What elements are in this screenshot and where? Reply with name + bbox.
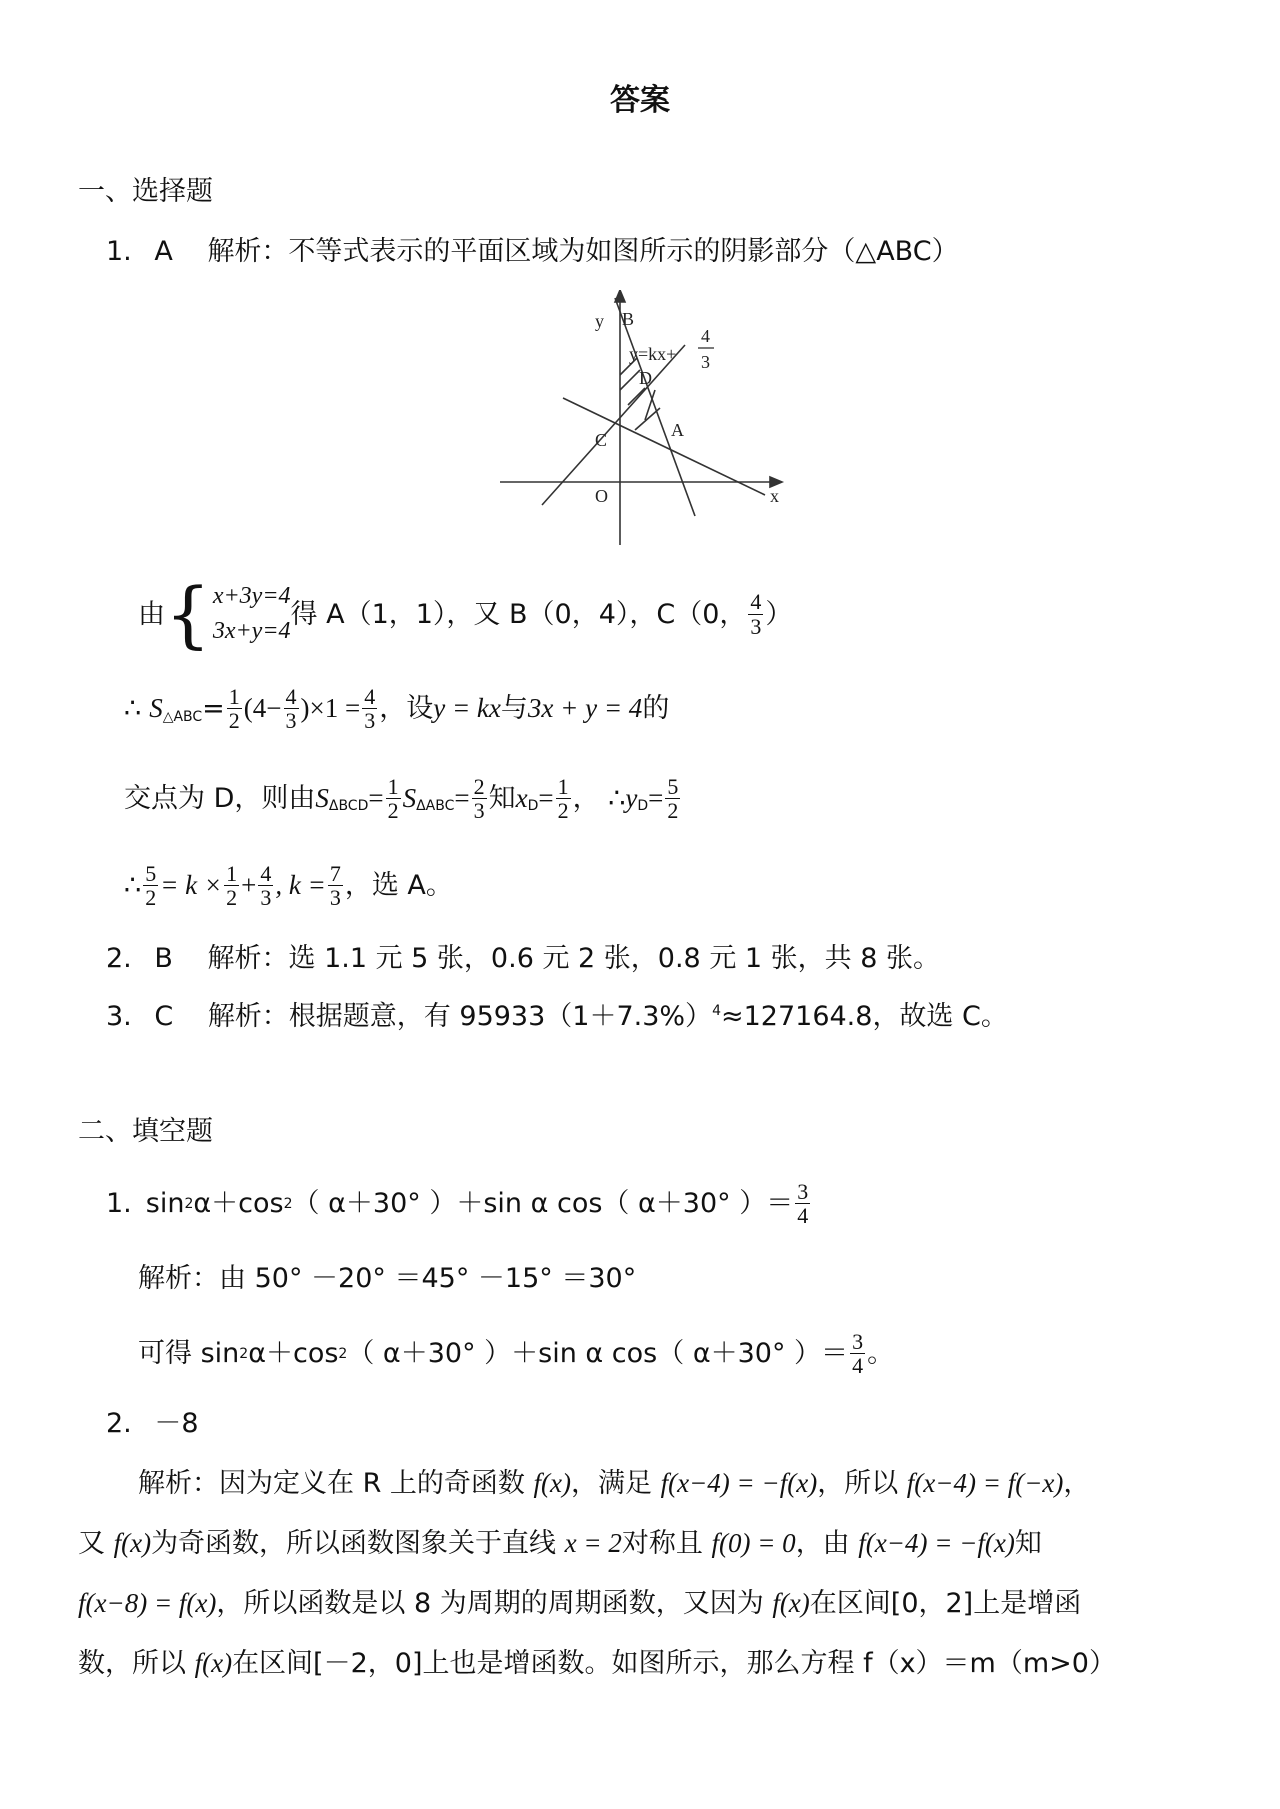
text: α＋cos xyxy=(193,1188,284,1220)
q1-line xyxy=(106,238,959,265)
eq-a: x+3y=4 xyxy=(212,583,291,610)
region-figure xyxy=(495,290,795,550)
line-kx xyxy=(542,345,685,505)
s2-q2-para4 xyxy=(78,1650,1116,1677)
q2-number: 2. xyxy=(106,943,132,974)
exponent: 2 xyxy=(338,1345,348,1362)
exponent: 2 xyxy=(239,1345,249,1362)
q1-system-line xyxy=(138,572,793,656)
equals: = xyxy=(368,783,384,814)
equals: = xyxy=(202,693,225,725)
q1-area-line xyxy=(124,685,669,732)
q1-l1-close: ） xyxy=(765,598,793,630)
q1-number: 1. xyxy=(106,236,132,267)
math: f(x−4) = f(−x) xyxy=(906,1468,1064,1498)
math: f(x−8) = f(x) xyxy=(78,1588,217,1618)
text: ， ∴ xyxy=(572,783,626,815)
area-s: S xyxy=(149,693,163,724)
equals: = xyxy=(538,783,554,814)
text: α＋cos xyxy=(248,1338,339,1370)
label-y: y xyxy=(595,311,604,331)
text: 与 xyxy=(500,693,528,725)
label-a: A xyxy=(671,420,684,440)
label-eq-den: 3 xyxy=(701,352,710,372)
q2-line xyxy=(106,945,940,972)
math: S xyxy=(402,783,417,814)
area-sub: △ABC xyxy=(162,708,203,725)
text: （ α＋30° ）＋sin α cos（ α＋30° ）＝ xyxy=(292,1188,794,1220)
math: y = kx xyxy=(433,693,501,724)
math: y xyxy=(625,783,638,814)
text: 在区间[0，2]上是增函 xyxy=(809,1588,1082,1619)
q3-text-end: ≈127164.8，故选 C。 xyxy=(720,1001,1008,1032)
q1-result-line xyxy=(124,862,453,909)
math: , k = xyxy=(275,870,326,901)
text: 知 xyxy=(1014,1528,1042,1559)
text: 数，所以 xyxy=(78,1648,186,1679)
fraction: $\frac{3}{4}$ xyxy=(797,1179,809,1229)
math: S xyxy=(315,783,329,814)
equation-system xyxy=(213,579,291,649)
fraction: $\frac{2}{3}$ xyxy=(473,774,485,824)
math: x xyxy=(515,783,528,814)
math: f(0) = 0 xyxy=(711,1528,796,1558)
text: ，满足 xyxy=(571,1468,652,1499)
text: （ α＋30° ）＋sin α cos（ α＋30° ）＝ xyxy=(347,1338,849,1370)
text: 交点为 D，则由 xyxy=(124,783,316,815)
page-title: 答案 xyxy=(610,83,670,118)
subscript: D xyxy=(637,797,649,814)
fraction: $\frac{5}{2}$ xyxy=(145,861,157,911)
exponent: 2 xyxy=(283,1195,293,1212)
math: f(x) xyxy=(533,1468,571,1498)
fraction: $\frac{7}{3}$ xyxy=(329,861,341,911)
label-o: O xyxy=(595,486,608,506)
q2-answer: B xyxy=(154,943,173,974)
brace-icon: { xyxy=(165,572,211,656)
text: 为奇函数，所以函数图象关于直线 xyxy=(151,1528,557,1559)
plus: + xyxy=(241,870,257,901)
text: sin xyxy=(145,1188,185,1220)
q1-l1-prefix: 由 xyxy=(138,598,165,630)
s2-q1-line xyxy=(106,1180,812,1227)
q1-intro: 解析：不等式表示的平面区域为如图所示的阴影部分（△ABC） xyxy=(207,236,959,267)
text: 可得 sin xyxy=(138,1338,240,1370)
s2-q2-number: 2. xyxy=(106,1408,132,1439)
math: f(x−4) = −f(x) xyxy=(660,1468,818,1498)
q1-l1-text: 得 A（1，1），又 B（0，4），C（0， xyxy=(290,598,747,630)
text: 。 xyxy=(867,1338,895,1370)
text: 解析：因为定义在 R 上的奇函数 xyxy=(138,1468,525,1499)
math: = k × xyxy=(160,870,223,901)
text: ，选 A。 xyxy=(344,870,453,902)
math: x = 2 xyxy=(564,1528,622,1558)
subscript: ΔBCD xyxy=(328,797,369,814)
s2-q2-para1 xyxy=(138,1470,1090,1497)
q1-answer: A xyxy=(154,236,173,267)
therefore: ∴ xyxy=(124,870,142,902)
eq-b: 3x+y=4 xyxy=(212,618,291,644)
text: 知 xyxy=(488,783,516,815)
fraction: $\frac{3}{4}$ xyxy=(852,1329,864,1379)
s2-q1-number: 1. xyxy=(106,1188,132,1220)
therefore: ∴ xyxy=(124,693,142,725)
text: ， xyxy=(1063,1468,1091,1499)
s2-q2-answer: －8 xyxy=(154,1408,199,1439)
math: 3x + y = 4 xyxy=(527,693,643,724)
expr: )×1 = xyxy=(300,693,361,724)
label-c: C xyxy=(595,430,608,450)
hatch xyxy=(628,388,645,405)
fraction: $\frac{1}{2}$ xyxy=(387,774,399,824)
fraction: $\frac{1}{2}$ xyxy=(228,684,240,734)
fraction: $\frac{1}{2}$ xyxy=(557,774,569,824)
q3-exponent: 4 xyxy=(712,1003,721,1019)
text: 又 xyxy=(78,1528,105,1559)
text: ，所以函数是以 8 为周期的周期函数，又因为 xyxy=(216,1588,764,1619)
fraction: $\frac{4}{3}$ xyxy=(285,684,297,734)
fraction: $\frac{4}{3}$ xyxy=(750,589,762,639)
text: ，所以 xyxy=(817,1468,899,1499)
text: ，设 xyxy=(379,693,434,725)
q1-intersection-line xyxy=(124,775,682,822)
exponent: 2 xyxy=(184,1195,194,1212)
math: f(x) xyxy=(113,1528,152,1558)
label-eq: y=kx+ xyxy=(629,344,677,364)
text: ，由 xyxy=(795,1528,850,1559)
text: 对称且 xyxy=(621,1528,703,1559)
label-d: D xyxy=(639,368,652,388)
s2-q2-line xyxy=(106,1410,199,1437)
q3-number: 3. xyxy=(106,1001,132,1032)
math: f(x−4) = −f(x) xyxy=(858,1528,1015,1558)
s2-q1-conclusion xyxy=(138,1330,894,1377)
equals: = xyxy=(648,783,664,814)
section-heading-choice: 一、选择题 xyxy=(78,176,213,207)
s2-q2-para2 xyxy=(78,1530,1042,1557)
s2-q2-para3 xyxy=(78,1590,1081,1617)
fraction: $\frac{1}{2}$ xyxy=(226,861,238,911)
label-b: B xyxy=(622,309,635,329)
s2-q1-explanation: 解析：由 50° －20° ＝45° －15° ＝30° xyxy=(138,1263,637,1294)
math: f(x) xyxy=(772,1588,810,1618)
line-3x-y-4 xyxy=(615,298,695,516)
q3-text: 解析：根据题意，有 95933（1＋7.3%） xyxy=(207,1001,713,1032)
q3-line xyxy=(106,1003,1008,1030)
expr: (4− xyxy=(243,693,282,724)
fraction: $\frac{4}{3}$ xyxy=(364,684,376,734)
subscript: ΔABC xyxy=(416,797,455,814)
label-x: x xyxy=(770,486,779,506)
text: 在区间[－2，0]上也是增函数。如图所示，那么方程 f（x）＝m（m>0） xyxy=(232,1648,1116,1679)
label-eq-num: 4 xyxy=(701,326,710,346)
equals: = xyxy=(454,783,470,814)
q2-text: 解析：选 1.1 元 5 张，0.6 元 2 张，0.8 元 1 张，共 8 张。 xyxy=(207,943,941,974)
math: f(x) xyxy=(194,1648,233,1678)
fraction: $\frac{5}{2}$ xyxy=(667,774,679,824)
q3-answer: C xyxy=(154,1001,174,1032)
fraction: $\frac{4}{3}$ xyxy=(260,861,272,911)
text: 的 xyxy=(642,693,670,725)
section-heading-fill: 二、填空题 xyxy=(78,1116,213,1147)
subscript: D xyxy=(527,797,539,814)
